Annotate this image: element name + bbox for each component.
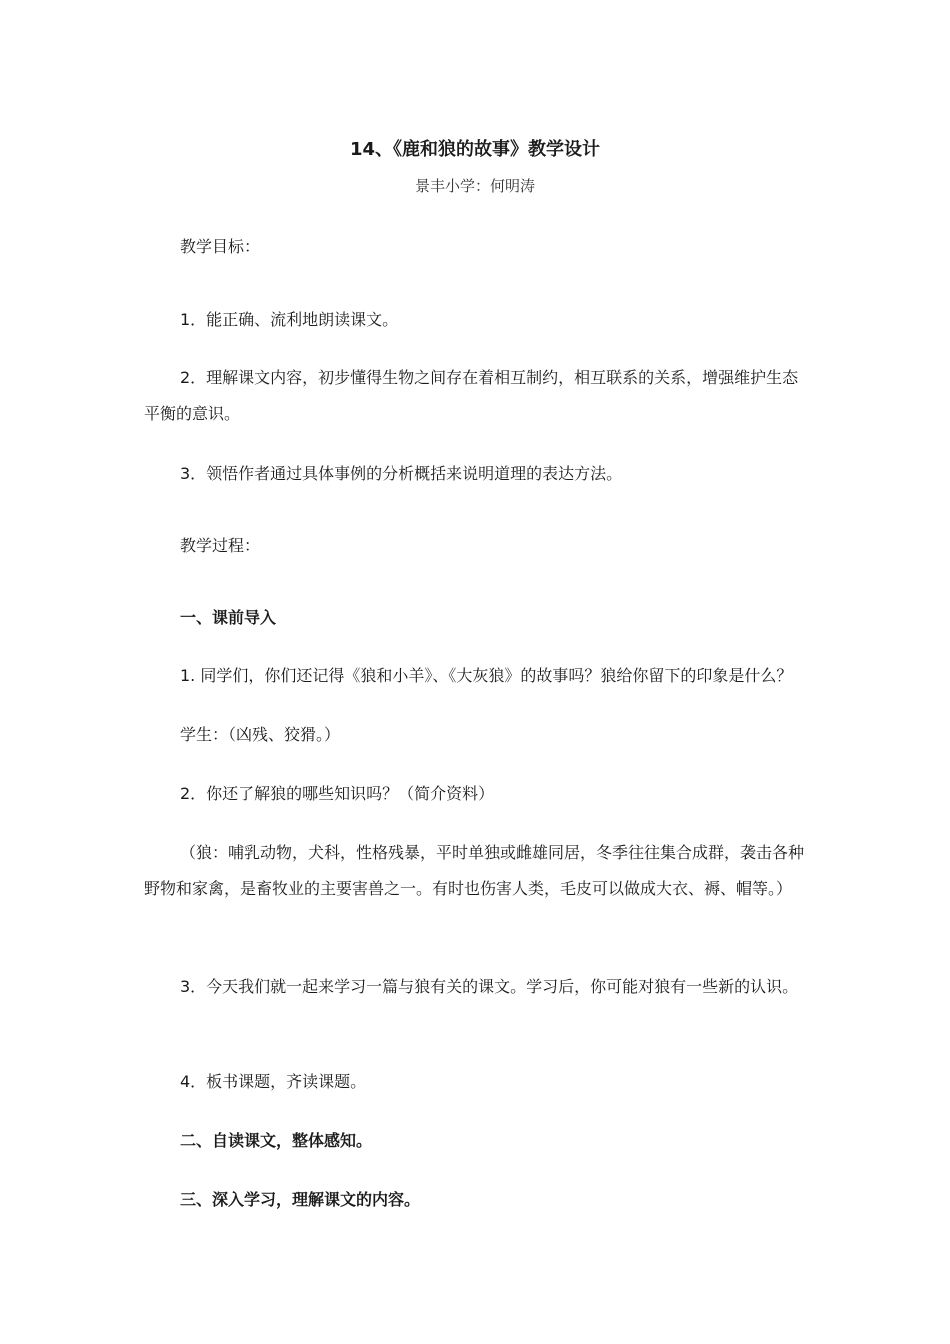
section-heading: 二、自读课文，整体感知。 (180, 1131, 373, 1150)
paragraph: 2．你还了解狼的哪些知识吗？（简介资料） (180, 784, 495, 803)
document-title: 14、《鹿和狼的故事》教学设计 (349, 139, 601, 160)
paragraph: 1. 同学们，你们还记得《狼和小羊》、《大灰狼》的故事吗？狼给你留下的印象是什么？ (180, 666, 793, 685)
paragraph: （狼：哺乳动物，犬科，性格残暴，平时单独或雌雄同居，冬季往往集合成群，袭击各种野物和家禽，是畜牧业的主要害兽之一。有时也伤害人类，毛皮可以做成大衣、褥、帽等。） (144, 843, 805, 898)
section-heading: 一、课前导入 (180, 608, 277, 627)
process-heading: 教学过程： (180, 536, 261, 555)
paragraph: 学生：（凶残、狡猾。） (180, 725, 341, 744)
goals-heading: 教学目标： (180, 237, 261, 256)
document-author: 景丰小学：何明涛 (414, 177, 535, 195)
paragraph: 4．板书课题，齐读课题。 (180, 1072, 367, 1091)
goal-item: 1．能正确、流利地朗读课文。 (180, 310, 399, 329)
paragraph: 3．今天我们就一起来学习一篇与狼有关的课文。学习后，你可能对狼有一些新的认识。 (180, 977, 799, 996)
goal-item: 3．领悟作者通过具体事例的分析概括来说明道理的表达方法。 (180, 464, 623, 483)
section-heading: 三、深入学习，理解课文的内容。 (180, 1190, 421, 1209)
goal-item: 2．理解课文内容，初步懂得生物之间存在着相互制约，相互联系的关系，增强维护生态平衡的意识。 (144, 368, 799, 423)
